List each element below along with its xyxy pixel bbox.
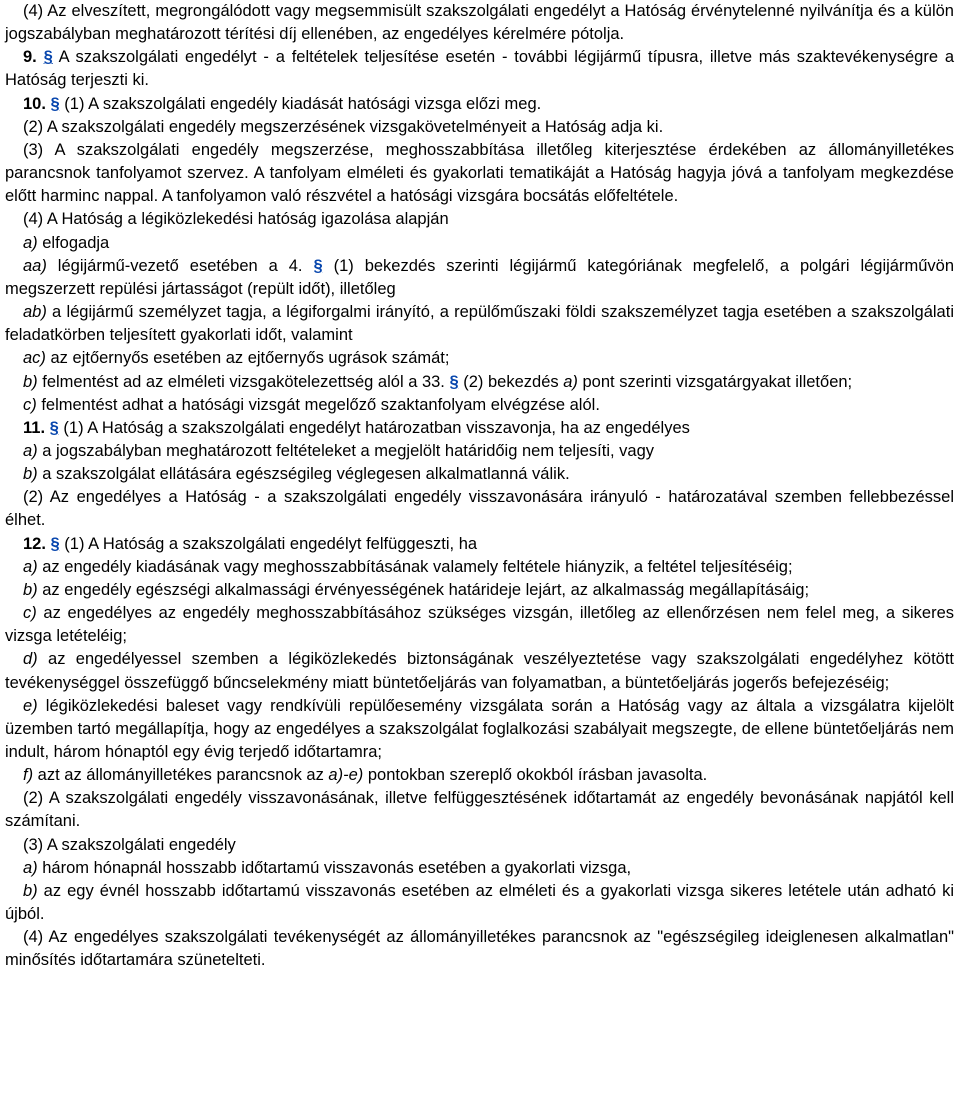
paragraph-text: légiközlekedési baleset vagy rendkívüli repülőesemény vizsgálata során a Hatóság vagy az általa a vizsgálatra kijelölt üzemben tartó megállapítja, hogy az engedélyes a szakszolgálat foglalkozási szabályait megszegte, de ellene büntetőeljárás nem indult, három hónaptól egy évig terjedő időtartamra;: [5, 696, 954, 761]
point-label: a): [23, 441, 38, 460]
paragraph-text: azt az állományilletékes parancsnok az: [33, 766, 329, 785]
paragraph-text: (2) A szakszolgálati engedély visszavonásának, illetve felfüggesztésének időtartamát az engedély bevonásának napjától kell számítani.: [5, 789, 954, 831]
paragraph: [5, 533, 954, 556]
paragraph-text: az engedély kiadásának vagy meghosszabbításának valamely feltétele hiányzik, a feltétel teljesítéséig;: [37, 557, 793, 576]
paragraph: [5, 834, 954, 857]
section-symbol-link[interactable]: §: [313, 256, 323, 275]
paragraph: [5, 556, 954, 579]
paragraph-text: az engedélyes az engedély meghosszabbításához szükséges vizsgán, illetőleg az ellenőrzésen nem felel meg, a sikeres vizsga letételéig;: [5, 604, 954, 646]
paragraph-text: (3) A szakszolgálati engedély megszerzése, meghosszabbítása illetőleg kiterjesztése érdekében az állományilletékes parancsnok tanfolyamot szervez. A tanfolyam elméleti és gyakorlati tematikáját a Hatóság hagyja jóvá a tanfolyam megkezdése előtt harminc nappal. A tanfolyamon való részvétel a hatósági vizsgára bocsátás előfeltétele.: [5, 140, 954, 206]
paragraph-text: (4) Az elveszített, megrongálódott vagy megsemmisült szakszolgálati engedélyt a Hatóság érvénytelenné nyilvánítja és a külön jogszabályban meghatározott térítési díj ellenében, az engedélyes kérelmére pótolja.: [5, 2, 954, 44]
paragraph-text: (1) A Hatóság a szakszolgálati engedélyt határozatban visszavonja, ha az engedélyes: [58, 418, 690, 437]
paragraph: [5, 787, 954, 833]
paragraph-text: (1) A Hatóság a szakszolgálati engedélyt felfüggeszti, ha: [59, 534, 478, 553]
section-number: 12.: [23, 534, 46, 553]
paragraph: [5, 440, 954, 463]
paragraph-text: (2) bekezdés: [458, 372, 564, 391]
section-number: 11.: [23, 418, 46, 437]
paragraph-text: (4) Az engedélyes szakszolgálati tevékenységét az állományilletékes parancsnok az "egészségileg ideiglenesen alkalmatlan" minősítés időtartamára szünetelteti.: [5, 928, 954, 970]
paragraph: [5, 139, 954, 208]
point-label: a): [23, 557, 38, 576]
paragraph-text: az engedélyessel szemben a légiközlekedés biztonságának veszélyeztetése vagy szakszolgálati engedélyhez kötött tevékenységgel összefüggő bűncselekmény miatt büntetőeljárás van folyamatban, a büntetőeljárás jogerős befejezéséig;: [5, 650, 954, 692]
point-label: b): [23, 881, 38, 900]
paragraph: [5, 46, 954, 92]
section-symbol-link[interactable]: §: [49, 418, 59, 437]
paragraph: [5, 764, 954, 787]
paragraph: [5, 602, 954, 648]
paragraph-text: az egy évnél hosszabb időtartamú visszavonás esetében az elméleti és a gyakorlati vizsga sikeres letétele után adható ki újból.: [5, 881, 954, 924]
paragraph-text: (1) bekezdés szerinti légijármű kategóriának megfelelő, a polgári légijárművön megszerzett repülési jártasságot (repült időt), illetőleg: [5, 256, 955, 298]
paragraph: [5, 926, 954, 972]
paragraph-text: (2) A szakszolgálati engedély megszerzésének vizsgakövetelményeit a Hatóság adja ki.: [23, 117, 664, 136]
paragraph: [5, 463, 954, 486]
paragraph: [5, 93, 954, 116]
section-symbol-link[interactable]: §: [50, 94, 60, 113]
paragraph: [5, 371, 954, 394]
point-label: f): [23, 766, 34, 785]
paragraph-text: a jogszabályban meghatározott feltételeket a megjelölt határidőig nem teljesíti, vagy: [37, 441, 655, 460]
section-symbol-link[interactable]: §: [449, 372, 459, 391]
paragraph-text: [37, 48, 44, 66]
paragraph: [5, 579, 954, 602]
paragraph-text: a szakszolgálat ellátására egészségileg véglegesen alkalmatlanná válik.: [37, 465, 570, 484]
paragraph: [5, 0, 954, 46]
paragraph-text: (3) A szakszolgálati engedély: [23, 835, 236, 854]
paragraph: [5, 255, 954, 301]
paragraph-text: pont szerinti vizsgatárgyakat illetően;: [577, 372, 853, 391]
paragraph-text: (1) A szakszolgálati engedély kiadását hatósági vizsga előzi meg.: [59, 94, 542, 113]
point-label: a): [563, 372, 578, 391]
section-number: 9.: [23, 48, 37, 67]
paragraph: [5, 417, 954, 440]
point-label: aa): [23, 256, 47, 275]
point-label: ac): [23, 349, 46, 368]
paragraph-text: A szakszolgálati engedélyt - a feltételek teljesítése esetén - további légijármű típusra, illetve más szaktevékenységre a Hatóság terjeszti ki.: [5, 48, 954, 90]
paragraph: [5, 857, 954, 880]
paragraph-text: (2) Az engedélyes a Hatóság - a szakszolgálati engedély visszavonására irányuló - határozatával szemben fellebbezéssel élhet.: [5, 488, 954, 530]
point-label: b): [23, 580, 38, 599]
paragraph-text: elfogadja: [37, 233, 110, 252]
point-label: d): [23, 650, 38, 669]
point-label: a)-e): [328, 766, 364, 785]
paragraph: [5, 116, 954, 139]
section-symbol-link[interactable]: §: [50, 534, 60, 553]
point-label: c): [23, 604, 37, 623]
point-label: b): [23, 372, 38, 391]
point-label: e): [23, 696, 38, 715]
paragraph: [5, 301, 954, 347]
paragraph-text: felmentést adhat a hatósági vizsgát megelőző szaktanfolyam elvégzése alól.: [36, 395, 600, 414]
paragraph: [5, 695, 954, 764]
paragraph-text: felmentést ad az elméleti vizsgakötelezettség alól a 33.: [37, 372, 450, 391]
paragraph: [5, 232, 954, 255]
paragraph: [5, 347, 954, 370]
paragraph-text: az ejtőernyős esetében az ejtőernyős ugrások számát;: [45, 349, 450, 368]
point-label: ab): [23, 303, 47, 322]
section-number: 10.: [23, 94, 46, 113]
paragraph: [5, 880, 954, 926]
point-label: b): [23, 465, 38, 484]
point-label: a): [23, 858, 38, 877]
paragraph-text: a légijármű személyzet tagja, a légiforgalmi irányító, a repülőműszaki földi szakszemélyzet tagja esetében a szakszolgálati feladatkörben teljesített gyakorlati időt, valamint: [5, 303, 954, 345]
paragraph-text: az engedély egészségi alkalmassági érvényességének határideje lejárt, az alkalmasság megállapításáig;: [37, 580, 810, 599]
point-label: a): [23, 233, 38, 252]
paragraph-text: légijármű-vezető esetében a 4.: [46, 256, 314, 275]
section-symbol-link[interactable]: §: [43, 48, 53, 67]
paragraph: [5, 486, 954, 532]
paragraph: [5, 394, 954, 417]
paragraph: [5, 648, 954, 694]
paragraph-text: pontokban szereplő okokból írásban javasolta.: [363, 766, 708, 785]
paragraph-text: három hónapnál hosszabb időtartamú visszavonás esetében a gyakorlati vizsga,: [37, 858, 632, 877]
point-label: c): [23, 395, 37, 414]
paragraph-text: (4) A Hatóság a légiközlekedési hatóság igazolása alapján: [23, 210, 449, 229]
paragraph: [5, 208, 954, 231]
